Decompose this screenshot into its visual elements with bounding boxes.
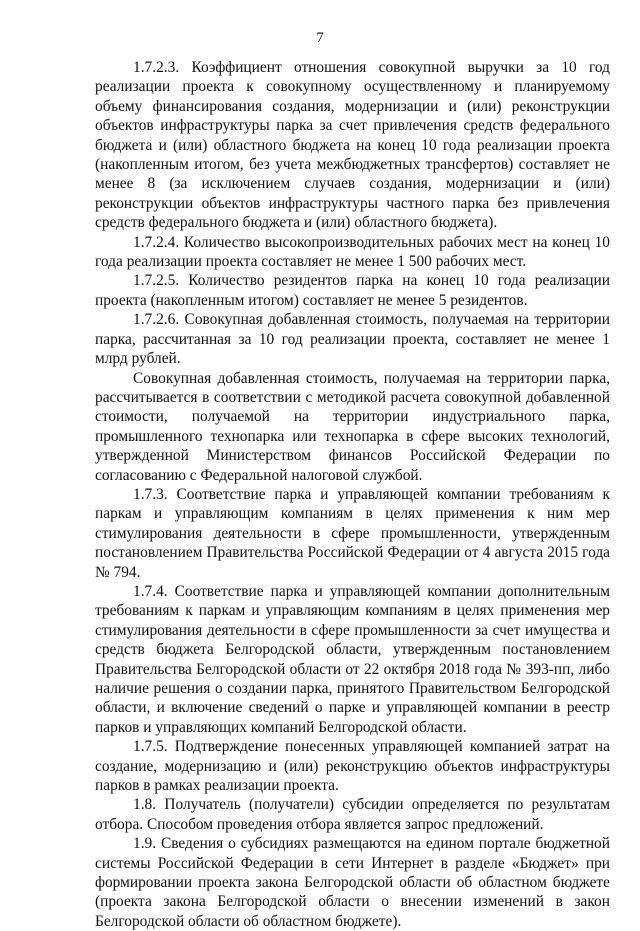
paragraph-1-8: 1.8. Получатель (получатели) субсидии определяется по результатам отбора. Способом проведения отбора является запрос предложений. (95, 796, 610, 833)
paragraph-1-7-2-6: 1.7.2.6. Совокупная добавленная стоимость, получаемая на территории парка, рассчитанная за 10 год реализации проекта, составляет не менее 1 млрд рублей. (95, 311, 610, 368)
paragraph-1-7-3: 1.7.3. Соответствие парка и управляющей компании требованиям к паркам и управляющим компаниям в целях применения к ним мер стимулирования деятельности в сфере промышленности, утвержденным постановлением Правительства Российской Федерации от 4 августа 2015 года № 794. (95, 485, 610, 581)
document-body (95, 58, 610, 931)
paragraph-1-9: 1.9. Сведения о субсидиях размещаются на едином портале бюджетной системы Российской Федерации в сети Интернет в разделе «Бюджет» при формировании проекта закона Белгородской области об областном бюджете (проекта закона Белгородской области о внесении изменений в закон Белгородской области об областном бюджете). (95, 835, 610, 930)
paragraph-1-7-4: 1.7.4. Соответствие парка и управляющей компании дополнительным требованиям к паркам и управляющим компаниям в целях применения мер стимулирования деятельности в сфере промышленности за счет имущества и средств бюджета Белгородской области, утвержденным постановлением Правительства Белгородской области от 22 октября 2018 года № 393-пп, либо наличие решения о создании парка, принятого Правительством Белгородской области, и включение сведений о парке и управляющей компании в реестр парков и управляющих компаний Белгородской области. (95, 582, 610, 736)
paragraph-1-7-2-4: 1.7.2.4. Количество высокопроизводительных рабочих мест на конец 10 года реализации проекта составляет не менее 1 500 рабочих мест. (95, 233, 610, 271)
paragraph-1-7-2-3: 1.7.2.3. Коэффициент отношения совокупной выручки за 10 год реализации проекта к совокупному осуществленному и планируемому объему финансирования создания, модернизации и (или) реконструкции объектов инфраструктуры парка за счет привлечения средств федерального бюджета и (или) областного бюджета на конец 10 года реализации проекта (накопленным итогом, без учета межбюджетных трансфертов) составляет не менее 8 (за исключением случаев создания, модернизации и (или) реконструкции объектов инфраструктуры частного парка без привлечения средств федерального бюджета и (или) областного бюджета). (95, 59, 610, 232)
paragraph-1-7-2-5: 1.7.2.5. Количество резидентов парка на конец 10 года реализации проекта (накопленным итогом) составляет не менее 5 резидентов. (95, 272, 610, 309)
paragraph-added-value-method: Совокупная добавленная стоимость, получаемая на территории парка, рассчитывается в соответствии с методикой расчета совокупной добавленной стоимости, получаемой на территории индустриального парка, промышленного технопарка или технопарка в сфере высоких технологий, утвержденной Министерством финансов Российской Федерации по согласованию с Федеральной налоговой службой. (95, 369, 610, 484)
page-number: 7 (316, 30, 324, 46)
paragraph-1-7-5: 1.7.5. Подтверждение понесенных управляющей компанией затрат на создание, модернизацию и (или) реконструкцию объектов инфраструктуры парков в рамках реализации проекта. (95, 738, 610, 795)
